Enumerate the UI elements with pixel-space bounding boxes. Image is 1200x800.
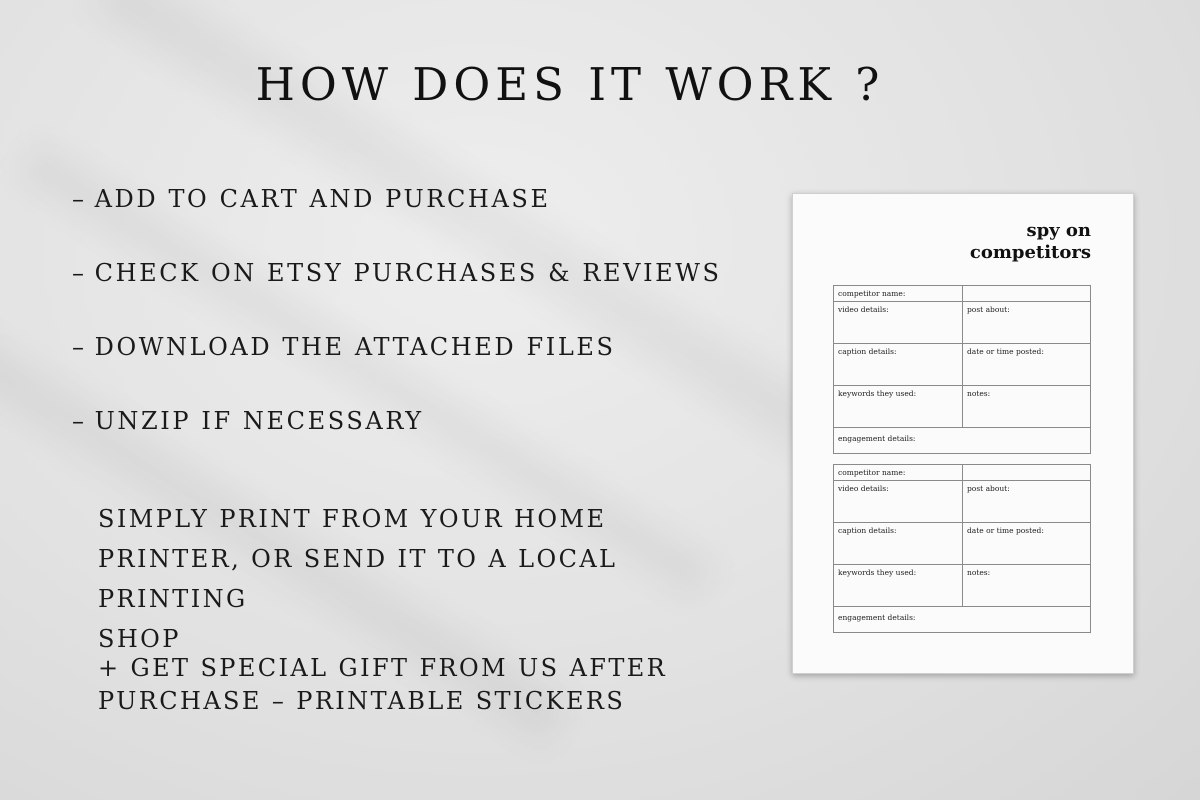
form-row <box>833 607 1091 633</box>
sheet-title <box>970 220 1091 264</box>
dash-bullet: – <box>72 407 87 435</box>
form-row <box>833 464 1091 481</box>
step-item <box>72 183 722 257</box>
caption-details-field: caption details: <box>834 523 963 564</box>
printable-sheet-preview <box>792 193 1134 674</box>
page-heading: HOW DOES IT WORK ? <box>255 58 885 111</box>
step-item <box>72 405 722 479</box>
step-text: ADD TO CART AND PURCHASE <box>94 185 551 213</box>
steps-list <box>72 183 722 479</box>
gift-line: + GET SPECIAL GIFT FROM US AFTER <box>98 654 668 682</box>
competitor-block <box>833 464 1091 633</box>
date-posted-field: date or time posted: <box>967 347 1044 356</box>
video-details-field: video details: <box>834 302 963 343</box>
post-about-field: post about: <box>967 305 1010 314</box>
step-item <box>72 257 722 331</box>
form-row <box>833 386 1091 428</box>
video-details-field: video details: <box>834 481 963 522</box>
step-item <box>72 331 722 405</box>
blank-field <box>963 286 1090 301</box>
caption-details-field: caption details: <box>834 344 963 385</box>
sheet-title-line: spy on <box>1026 220 1091 241</box>
print-line: SIMPLY PRINT FROM YOUR HOME <box>98 505 607 533</box>
print-instructions <box>98 499 738 659</box>
dash-bullet: – <box>72 259 87 287</box>
date-posted-field: date or time posted: <box>967 526 1044 535</box>
form-row <box>833 565 1091 607</box>
form-row <box>833 302 1091 344</box>
step-text: DOWNLOAD THE ATTACHED FILES <box>94 333 616 361</box>
blank-field <box>963 465 1090 480</box>
form-row <box>833 285 1091 302</box>
dash-bullet: – <box>72 185 87 213</box>
step-text: CHECK ON ETSY PURCHASES & REVIEWS <box>94 259 722 287</box>
form-row <box>833 523 1091 565</box>
competitor-block <box>833 285 1091 454</box>
engagement-details-field: engagement details: <box>838 434 916 443</box>
competitor-name-field: competitor name: <box>834 465 963 480</box>
notes-field: notes: <box>967 568 991 577</box>
keywords-field: keywords they used: <box>834 386 963 427</box>
engagement-details-field: engagement details: <box>838 613 916 622</box>
print-line: PRINTER, OR SEND IT TO A LOCAL PRINTING <box>98 545 618 613</box>
notes-field: notes: <box>967 389 991 398</box>
gift-line: PURCHASE – PRINTABLE STICKERS <box>98 687 626 715</box>
form-row <box>833 481 1091 523</box>
dash-bullet: – <box>72 333 87 361</box>
keywords-field: keywords they used: <box>834 565 963 606</box>
competitor-name-field: competitor name: <box>834 286 963 301</box>
print-line: SHOP <box>98 625 181 653</box>
form-row <box>833 344 1091 386</box>
step-text: UNZIP IF NECESSARY <box>94 407 424 435</box>
post-about-field: post about: <box>967 484 1010 493</box>
sheet-title-line: competitors <box>969 242 1091 263</box>
gift-note <box>98 652 738 718</box>
form-row <box>833 428 1091 454</box>
